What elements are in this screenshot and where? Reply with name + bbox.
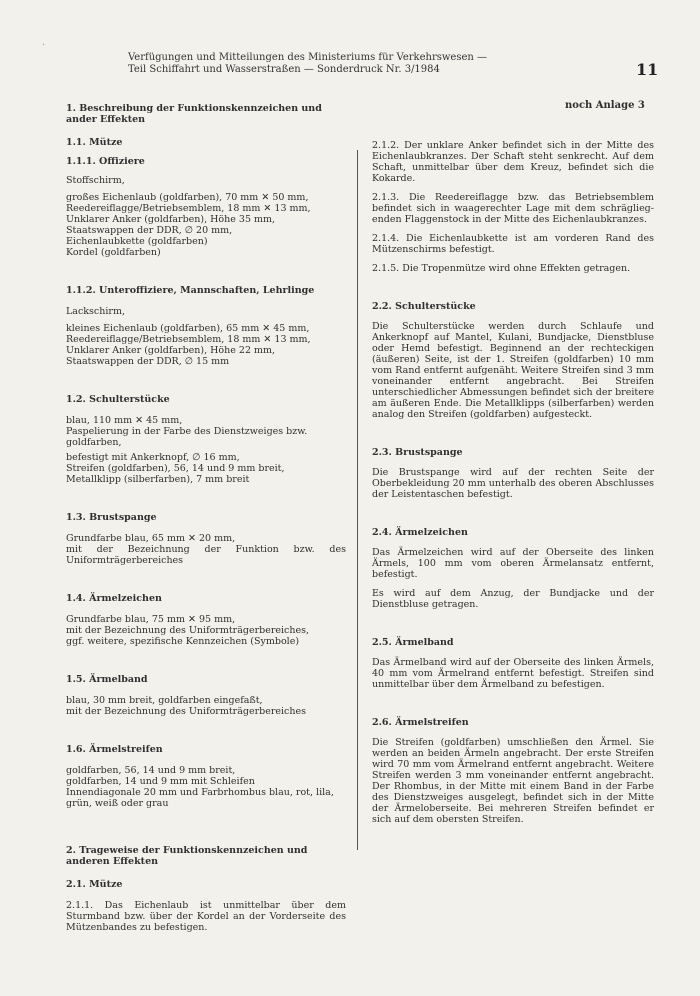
section-2-2-text: Die Schulterstücke werden durch Schlaufe und Ankerknopf auf Mantel, Kulani, Bundjacke, Dienstbluse oder Hemd befestigt. Beginnend an der rechteckigen (äußeren) Seite, ist der 1. Streifen (goldfarben) 10 mm vom Rand entfernt aufgenäht. Weitere Streifen sind 3 mm voneinander entfernt angebracht. Bei Streifen unterschiedlicher Abmessungen befindet sich der breitere am äußeren Ende. Die Metallklipps (silberfarben) werden analog den Streifen (goldfarben) aufgesteckt.	[372, 321, 654, 420]
dust-mark: ·	[42, 40, 46, 51]
section-1-1-2-list	[66, 306, 346, 367]
section-1-5-title: 1.5. Ärmelband	[66, 674, 148, 685]
list-item: mit der Bezeichnung des Uniformträgerbereiches,	[66, 625, 309, 636]
section-2-1-title: 2.1. Mütze	[66, 879, 123, 890]
section-2-1-1-text: 2.1.1. Das Eichenlaub ist unmittelbar über dem Sturmband bzw. über der Kordel an der Vorderseite des Mützenbandes zu befestigen.	[66, 900, 346, 933]
section-1-3-list	[66, 533, 346, 566]
list-item: Grundfarbe blau, 65 mm ✕ 20 mm,	[66, 533, 236, 544]
section-2-5-title: 2.5. Ärmelband	[372, 637, 454, 648]
list-item: Metallklipp (silberfarben), 7 mm breit	[66, 474, 250, 485]
section-1-5-list	[66, 695, 346, 717]
section-1-2-list	[66, 415, 346, 485]
list-item: befestigt mit Ankerknopf, ∅ 16 mm,	[66, 452, 240, 463]
list-item: blau, 110 mm ✕ 45 mm,	[66, 415, 183, 426]
list-item: Lackschirm,	[66, 306, 125, 317]
section-2-4-title: 2.4. Ärmelzeichen	[372, 527, 468, 538]
section-2-1-3-text: 2.1.3. Die Reedereiflagge bzw. das Betriebsemblem befindet sich in waagerechter Lage mit dem schrägliegenden Flaggenstock in der Mitte des Eichenlaubkranzes.	[372, 192, 654, 225]
list-item: Stoffschirm,	[66, 175, 125, 186]
list-item: großes Eichenlaub (goldfarben), 70 mm ✕ 50 mm,	[66, 192, 309, 203]
list-item: mit der Bezeichnung des Uniformträgerbereiches	[66, 706, 306, 717]
list-item: ggf. weitere, spezifische Kennzeichen (Symbole)	[66, 636, 300, 647]
column-divider	[357, 150, 358, 850]
section-1-4-title: 1.4. Ärmelzeichen	[66, 593, 162, 604]
section-1-6-title: 1.6. Ärmelstreifen	[66, 744, 163, 755]
list-item: goldfarben, 14 und 9 mm mit Schleifen	[66, 776, 255, 787]
list-item: Staatswappen der DDR, ∅ 20 mm,	[66, 225, 233, 236]
list-item: kleines Eichenlaub (goldfarben), 65 mm ✕ 45 mm,	[66, 323, 310, 334]
section-1-title: 1. Beschreibung der Funktionskennzeichen und ander Effekten	[66, 103, 322, 125]
section-2-6-title: 2.6. Ärmelstreifen	[372, 717, 469, 728]
section-1-1-1-title: 1.1.1. Offiziere	[66, 156, 145, 167]
header-line-1: Verfügungen und Mitteilungen des Ministeriums für Verkehrswesen —	[128, 52, 487, 63]
section-2-5-text: Das Ärmelband wird auf der Oberseite des linken Ärmels, 40 mm vom Ärmelrand entfernt befestigt. Streifen sind unmittelbar über dem Ärmelband zu befestigen.	[372, 657, 654, 690]
list-item: blau, 30 mm breit, goldfarben eingefaßt,	[66, 695, 263, 706]
section-1-4-list	[66, 614, 346, 647]
section-2-1-4-text: 2.1.4. Die Eichenlaubkette ist am vorderen Rand des Mützenschirms befestigt.	[372, 233, 654, 255]
list-item: Reedereiflagge/Betriebsemblem, 18 mm ✕ 13 mm,	[66, 334, 311, 345]
list-item: Innendiagonale 20 mm und Farbrhombus blau, rot, lila, grün, weiß oder grau	[66, 787, 334, 809]
list-item: Reedereiflagge/Betriebsemblem, 18 mm ✕ 13 mm,	[66, 203, 311, 214]
section-1-2-title: 1.2. Schulterstücke	[66, 394, 170, 405]
page-header	[128, 52, 528, 76]
right-column	[372, 140, 654, 825]
page-number: 11	[636, 60, 659, 79]
list-item: mit der Bezeichnung der Funktion bzw. des Uniformträgerbereiches	[66, 544, 346, 566]
list-item: Kordel (goldfarben)	[66, 247, 161, 258]
section-2-4-text-a: Das Ärmelzeichen wird auf der Oberseite des linken Ärmels, 100 mm vom oberen Ärmelansatz entfernt, befestigt.	[372, 547, 654, 580]
list-item: Unklarer Anker (goldfarben), Höhe 35 mm,	[66, 214, 276, 225]
list-item: Grundfarbe blau, 75 mm ✕ 95 mm,	[66, 614, 236, 625]
section-1-1-1-list	[66, 175, 346, 258]
annex-label: noch Anlage 3	[565, 100, 645, 111]
section-2-2-title: 2.2. Schulterstücke	[372, 301, 476, 312]
list-item: Staatswappen der DDR, ∅ 15 mm	[66, 356, 230, 367]
list-item: Eichenlaubkette (goldfarben)	[66, 236, 208, 247]
list-item: Paspelierung in der Farbe des Dienstzweiges bzw. goldfarben,	[66, 426, 308, 448]
section-2-3-text: Die Brustspange wird auf der rechten Seite der Oberbekleidung 20 mm unterhalb des oberen Abschlusses der Leistentaschen befestigt.	[372, 467, 654, 500]
section-2-1-2-text: 2.1.2. Der unklare Anker befindet sich in der Mitte des Eichenlaubkranzes. Der Schaft steht senkrecht. Auf dem Schaft, unmittelbar über dem Kreuz, befindet sich die Kokarde.	[372, 140, 654, 184]
section-2-3-title: 2.3. Brustspange	[372, 447, 463, 458]
list-item: goldfarben, 56, 14 und 9 mm breit,	[66, 765, 236, 776]
left-column	[66, 103, 346, 933]
header-line-2: Teil Schiffahrt und Wasserstraßen — Sonderdruck Nr. 3/1984	[128, 64, 440, 75]
section-1-1-title: 1.1. Mütze	[66, 137, 123, 148]
section-1-3-title: 1.3. Brustspange	[66, 512, 157, 523]
section-2-4-text-b: Es wird auf dem Anzug, der Bundjacke und der Dienstbluse getragen.	[372, 588, 654, 610]
list-item: Streifen (goldfarben), 56, 14 und 9 mm breit,	[66, 463, 285, 474]
section-2-title: 2. Trageweise der Funktionskennzeichen und anderen Effekten	[66, 845, 308, 867]
section-1-6-list	[66, 765, 346, 809]
section-2-1-5-text: 2.1.5. Die Tropenmütze wird ohne Effekten getragen.	[372, 263, 631, 274]
section-1-1-2-title: 1.1.2. Unteroffiziere, Mannschaften, Lehrlinge	[66, 285, 315, 296]
list-item: Unklarer Anker (goldfarben), Höhe 22 mm,	[66, 345, 276, 356]
section-2-6-text: Die Streifen (goldfarben) umschließen den Ärmel. Sie werden an beiden Ärmeln angebracht. Der erste Streifen wird 70 mm vom Ärmelrand entfernt angebracht. Weitere Streifen werden 3 mm voneinander entfernt angebracht. Der Rhombus, in der Mitte mit einem Band in der Farbe des Dienstzweiges ausgelegt, befindet sich in der Mitte der Ärmeloberseite. Bei mehreren Streifen befindet er sich auf dem obersten Streifen.	[372, 737, 654, 825]
